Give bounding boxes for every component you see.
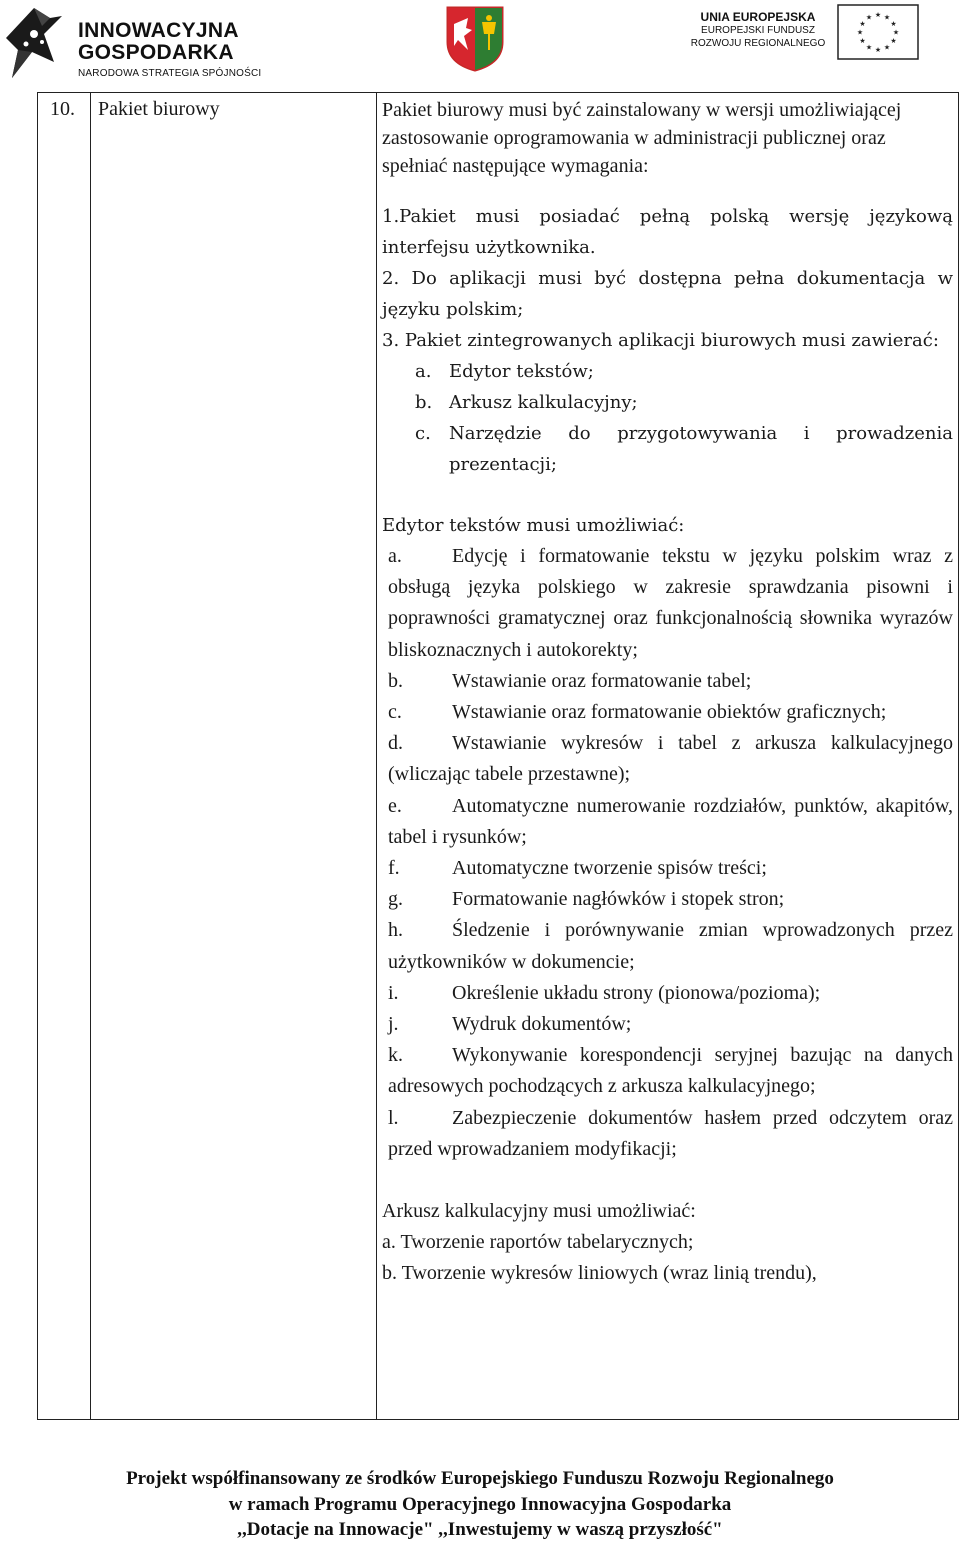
item-label: l. <box>388 1106 399 1129</box>
page-footer <box>0 1466 960 1543</box>
svg-text:★: ★ <box>856 28 864 37</box>
item-label: j. <box>388 1013 399 1036</box>
ig-logo-text <box>78 20 261 81</box>
footer-line2: w ramach Programu Operacyjnego Innowacyjna Gospodarka <box>228 1493 732 1515</box>
editor-section <box>382 510 953 541</box>
footer-line1: Projekt współfinansowany ze środków Europejskiego Funduszu Rozwoju Regionalnego <box>126 1468 834 1489</box>
requirement-item: 1.Pakiet musi posiadać pełną polską wersję językową interfejsu użytkownika. <box>382 206 953 258</box>
spreadsheet-heading: Arkusz kalkulacyjny musi umożliwiać: <box>382 1200 696 1223</box>
svg-text:★: ★ <box>874 11 882 19</box>
list-item <box>388 541 953 666</box>
item-text: Narzędzie do przygotowywania i prowadzenia prezentacji; <box>449 423 953 475</box>
item-text: Wstawianie wykresów i tabel z arkusza kalkulacyjnego (wliczając tabele przestawne); <box>388 732 953 786</box>
eu-flag-icon <box>837 4 919 60</box>
requirement-item: 2. Do aplikacji musi być dostępna pełna dokumentacja w języku polskim; <box>382 268 953 320</box>
item-label: h. <box>388 919 403 942</box>
list-item <box>388 915 953 977</box>
ig-logo-line1: INNOWACYJNA <box>78 19 239 42</box>
list-item <box>388 853 953 884</box>
component-list <box>382 356 953 480</box>
list-item: b. Tworzenie wykresów liniowych (wraz linią trendu), <box>382 1262 817 1285</box>
footer-line3: ,,Dotacje na Innowacje" ,,Inwestujemy w waszą przyszłość" <box>237 1519 723 1540</box>
ig-logo-line3: NARODOWA STRATEGIA SPÓJNOŚCI <box>78 68 262 79</box>
row-name: Pakiet biurowy <box>98 98 220 120</box>
requirements-table <box>37 92 959 1420</box>
list-item <box>388 1009 953 1040</box>
svg-text:★: ★ <box>892 28 900 37</box>
ig-logo-line2: GOSPODARKA <box>78 41 234 64</box>
item-label: a. <box>388 545 402 567</box>
item-text: Określenie układu strony (pionowa/pozioma); <box>452 981 821 1004</box>
row-number: 10. <box>50 98 75 120</box>
svg-text:★: ★ <box>865 43 873 52</box>
list-item <box>388 978 953 1009</box>
intro-paragraph: Pakiet biurowy musi być zainstalowany w wersji umożliwiającej zastosowanie oprogramowania w administracji publicznej oraz spełniać następujące wymagania: <box>382 99 902 177</box>
item-text: Wstawianie oraz formatowanie tabel; <box>452 669 752 692</box>
item-text: Wykonywanie korespondencji seryjnej bazując na danych adresowych pochodzących z arkusza kalkulacyjnego; <box>388 1044 953 1098</box>
list-item <box>388 728 953 790</box>
list-item <box>388 791 953 853</box>
item-text: Automatyczne numerowanie rozdziałów, punktów, akapitów, tabel i rysunków; <box>388 794 953 848</box>
svg-text:★: ★ <box>874 46 882 54</box>
item-label: k. <box>388 1044 403 1067</box>
svg-text:★: ★ <box>859 37 866 45</box>
list-item <box>388 884 953 915</box>
item-label: b. <box>415 392 433 413</box>
item-label: b. <box>388 669 403 692</box>
table-divider <box>90 93 91 1419</box>
item-text: Edycję i formatowanie tekstu w języku polskim wraz z obsługą języka polskiego w zakresie sprawdzania pisowni i poprawności gramatycznej oraz funkcjonalnością słownika wyrazów bliskoznacznych i autokorekty; <box>388 545 953 661</box>
list-item <box>388 1103 953 1165</box>
eu-logo-line1: UNIA EUROPEJSKA <box>700 10 816 24</box>
list-item <box>415 418 953 480</box>
page-header <box>0 0 960 90</box>
svg-text:★: ★ <box>883 43 891 52</box>
requirement-item: 3. Pakiet zintegrowanych aplikacji biurowych musi zawierać: <box>382 330 939 351</box>
ig-logo-icon <box>4 4 64 80</box>
table-divider <box>376 93 377 1419</box>
item-text: Wstawianie oraz formatowanie obiektów graficznych; <box>452 701 887 724</box>
svg-text:★: ★ <box>865 13 873 22</box>
item-text: Arkusz kalkulacyjny; <box>449 392 638 413</box>
requirements-cell <box>382 96 953 1289</box>
svg-text:★: ★ <box>859 20 866 28</box>
svg-text:★: ★ <box>890 20 897 28</box>
eu-logo-line2: EUROPEJSKI FUNDUSZ <box>701 25 815 36</box>
item-label: i. <box>388 981 399 1004</box>
list-item: a. Tworzenie raportów tabelarycznych; <box>382 1231 694 1254</box>
item-label: a. <box>415 361 432 382</box>
editor-requirements-list <box>382 541 953 1165</box>
item-label: e. <box>388 794 402 817</box>
item-text: Wydruk dokumentów; <box>452 1013 632 1036</box>
item-text: Zabezpieczenie dokumentów hasłem przed odczytem oraz przed wprowadzaniem modyfikacji; <box>388 1106 953 1160</box>
item-label: c. <box>415 423 431 444</box>
svg-text:★: ★ <box>883 13 891 22</box>
item-text: Edytor tekstów; <box>449 361 594 382</box>
coat-of-arms-icon <box>446 6 504 72</box>
list-item <box>388 666 953 697</box>
list-item <box>415 356 953 387</box>
list-item <box>415 387 953 418</box>
eu-logo-text <box>688 10 828 50</box>
eu-logo-line3: ROZWOJU REGIONALNEGO <box>690 38 826 49</box>
general-requirements <box>382 201 953 480</box>
svg-text:★: ★ <box>890 37 897 45</box>
item-text: Automatyczne tworzenie spisów treści; <box>452 857 767 880</box>
list-item <box>388 1040 953 1102</box>
item-label: f. <box>388 857 400 880</box>
editor-heading: Edytor tekstów musi umożliwiać: <box>382 515 685 536</box>
spreadsheet-section <box>382 1196 953 1289</box>
item-label: c. <box>388 701 402 724</box>
item-label: d. <box>388 732 403 755</box>
list-item <box>388 697 953 728</box>
item-text: Śledzenie i porównywanie zmian wprowadzonych przez użytkowników w dokumencie; <box>388 919 953 973</box>
item-text: Formatowanie nagłówków i stopek stron; <box>452 888 785 911</box>
item-label: g. <box>388 888 403 911</box>
